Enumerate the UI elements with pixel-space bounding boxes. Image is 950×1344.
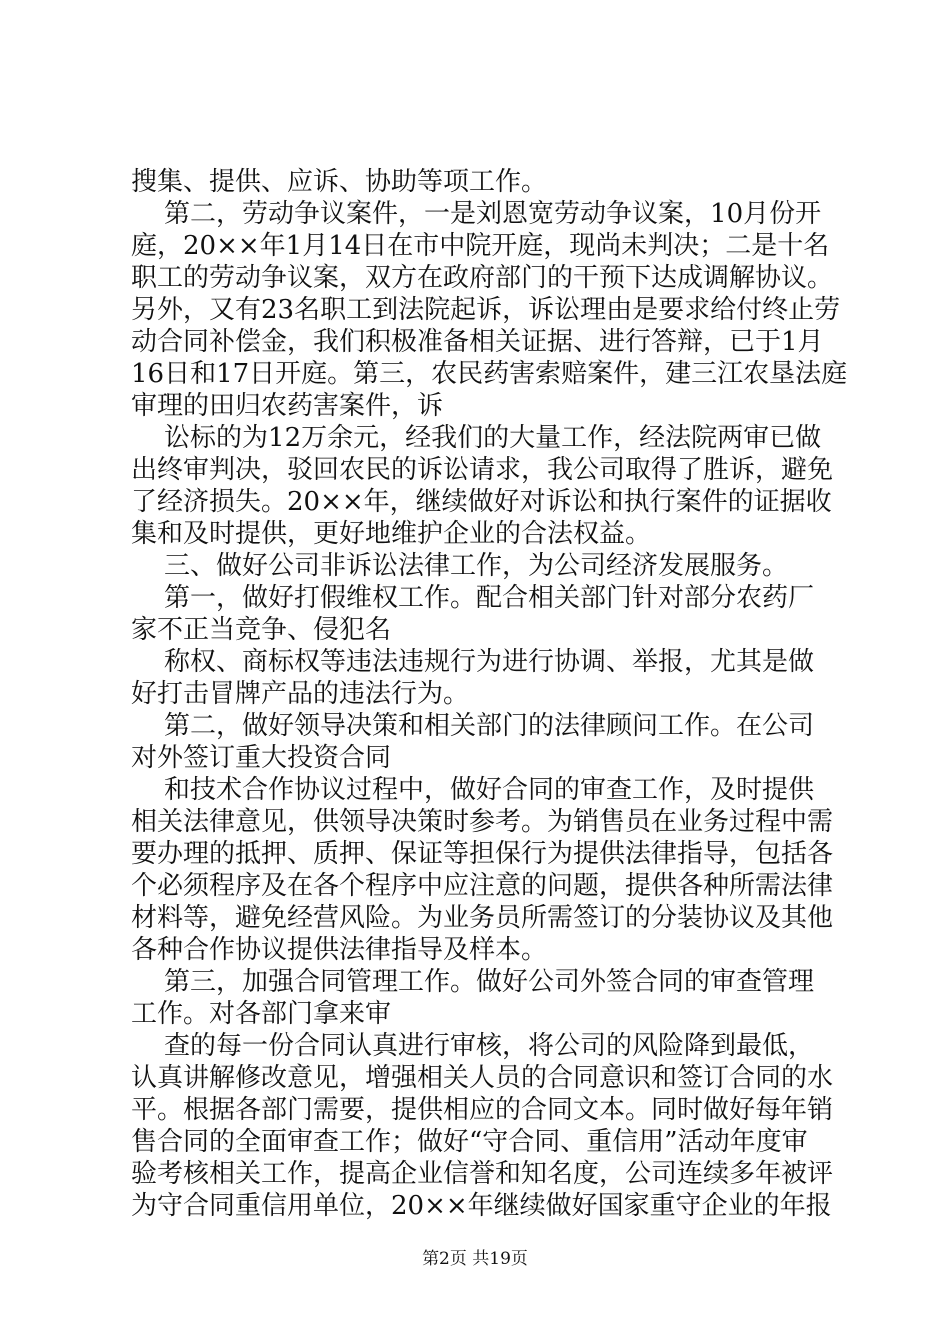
text-line: 16日和17日开庭。第三，农民药害索赔案件，建三江农垦法庭	[131, 359, 848, 389]
text-line: 个必须程序及在各个程序中应注意的问题，提供各种所需法律	[131, 871, 834, 901]
text-line: 了经济损失。20××年，继续做好对诉讼和执行案件的证据收	[131, 487, 832, 517]
text-line: 三、做好公司非诉讼法律工作，为公司经济发展服务。	[131, 551, 789, 581]
text-line: 搜集、提供、应诉、协助等项工作。	[131, 167, 548, 197]
text-line: 和技术合作协议过程中，做好合同的审查工作，及时提供	[131, 775, 815, 805]
text-line: 好打击冒牌产品的违法行为。	[131, 679, 470, 709]
page-number-footer: 第2页 共19页	[422, 1249, 528, 1269]
text-line: 讼标的为12万余元，经我们的大量工作，经法院两审已做	[131, 423, 822, 453]
text-line: 各种合作协议提供法律指导及样本。	[131, 935, 548, 965]
text-line: 第二，劳动争议案件，一是刘恩宽劳动争议案，10月份开	[131, 199, 822, 229]
text-line: 庭，20××年1月14日在市中院开庭，现尚未判决；二是十名	[131, 231, 830, 261]
text-line: 材料等，避免经营风险。为业务员所需签订的分装协议及其他	[131, 903, 834, 933]
text-line: 工作。对各部门拿来审	[131, 999, 392, 1029]
text-line: 认真讲解修改意见，增强相关人员的合同意识和签订合同的水	[131, 1063, 834, 1093]
text-line: 售合同的全面审查工作；做好“守合同、重信用”活动年度审	[131, 1127, 808, 1157]
text-line: 对外签订重大投资合同	[131, 743, 392, 773]
text-line: 第一，做好打假维权工作。配合相关部门针对部分农药厂	[131, 583, 815, 613]
text-line: 相关法律意见，供领导决策时参考。为销售员在业务过程中需	[131, 807, 834, 837]
text-line: 另外，又有23名职工到法院起诉，诉讼理由是要求给付终止劳	[131, 295, 841, 325]
text-line: 平。根据各部门需要，提供相应的合同文本。同时做好每年销	[131, 1095, 834, 1125]
text-line: 称权、商标权等违法违规行为进行协调、举报，尤其是做	[131, 647, 815, 677]
text-line: 出终审判决，驳回农民的诉讼请求，我公司取得了胜诉，避免	[131, 455, 834, 485]
text-line: 审理的田归农药害案件，诉	[131, 391, 444, 421]
text-line: 为守合同重信用单位，20××年继续做好国家重守企业的年报	[131, 1191, 832, 1221]
text-line: 查的每一份合同认真进行审核，将公司的风险降到最低，	[131, 1031, 815, 1061]
document-body	[131, 166, 848, 1222]
text-line: 集和及时提供，更好地维护企业的合法权益。	[131, 519, 652, 549]
text-line: 要办理的抵押、质押、保证等担保行为提供法律指导，包括各	[131, 839, 834, 869]
text-line: 第二，做好领导决策和相关部门的法律顾问工作。在公司	[131, 711, 815, 741]
text-line: 动合同补偿金，我们积极准备相关证据、进行答辩，已于1月	[131, 327, 824, 357]
text-line: 家不正当竞争、侵犯名	[131, 615, 392, 645]
text-line: 第三，加强合同管理工作。做好公司外签合同的审查管理	[131, 967, 815, 997]
text-line: 验考核相关工作，提高企业信誉和知名度，公司连续多年被评	[131, 1159, 834, 1189]
text-line: 职工的劳动争议案，双方在政府部门的干预下达成调解协议。	[131, 263, 834, 293]
